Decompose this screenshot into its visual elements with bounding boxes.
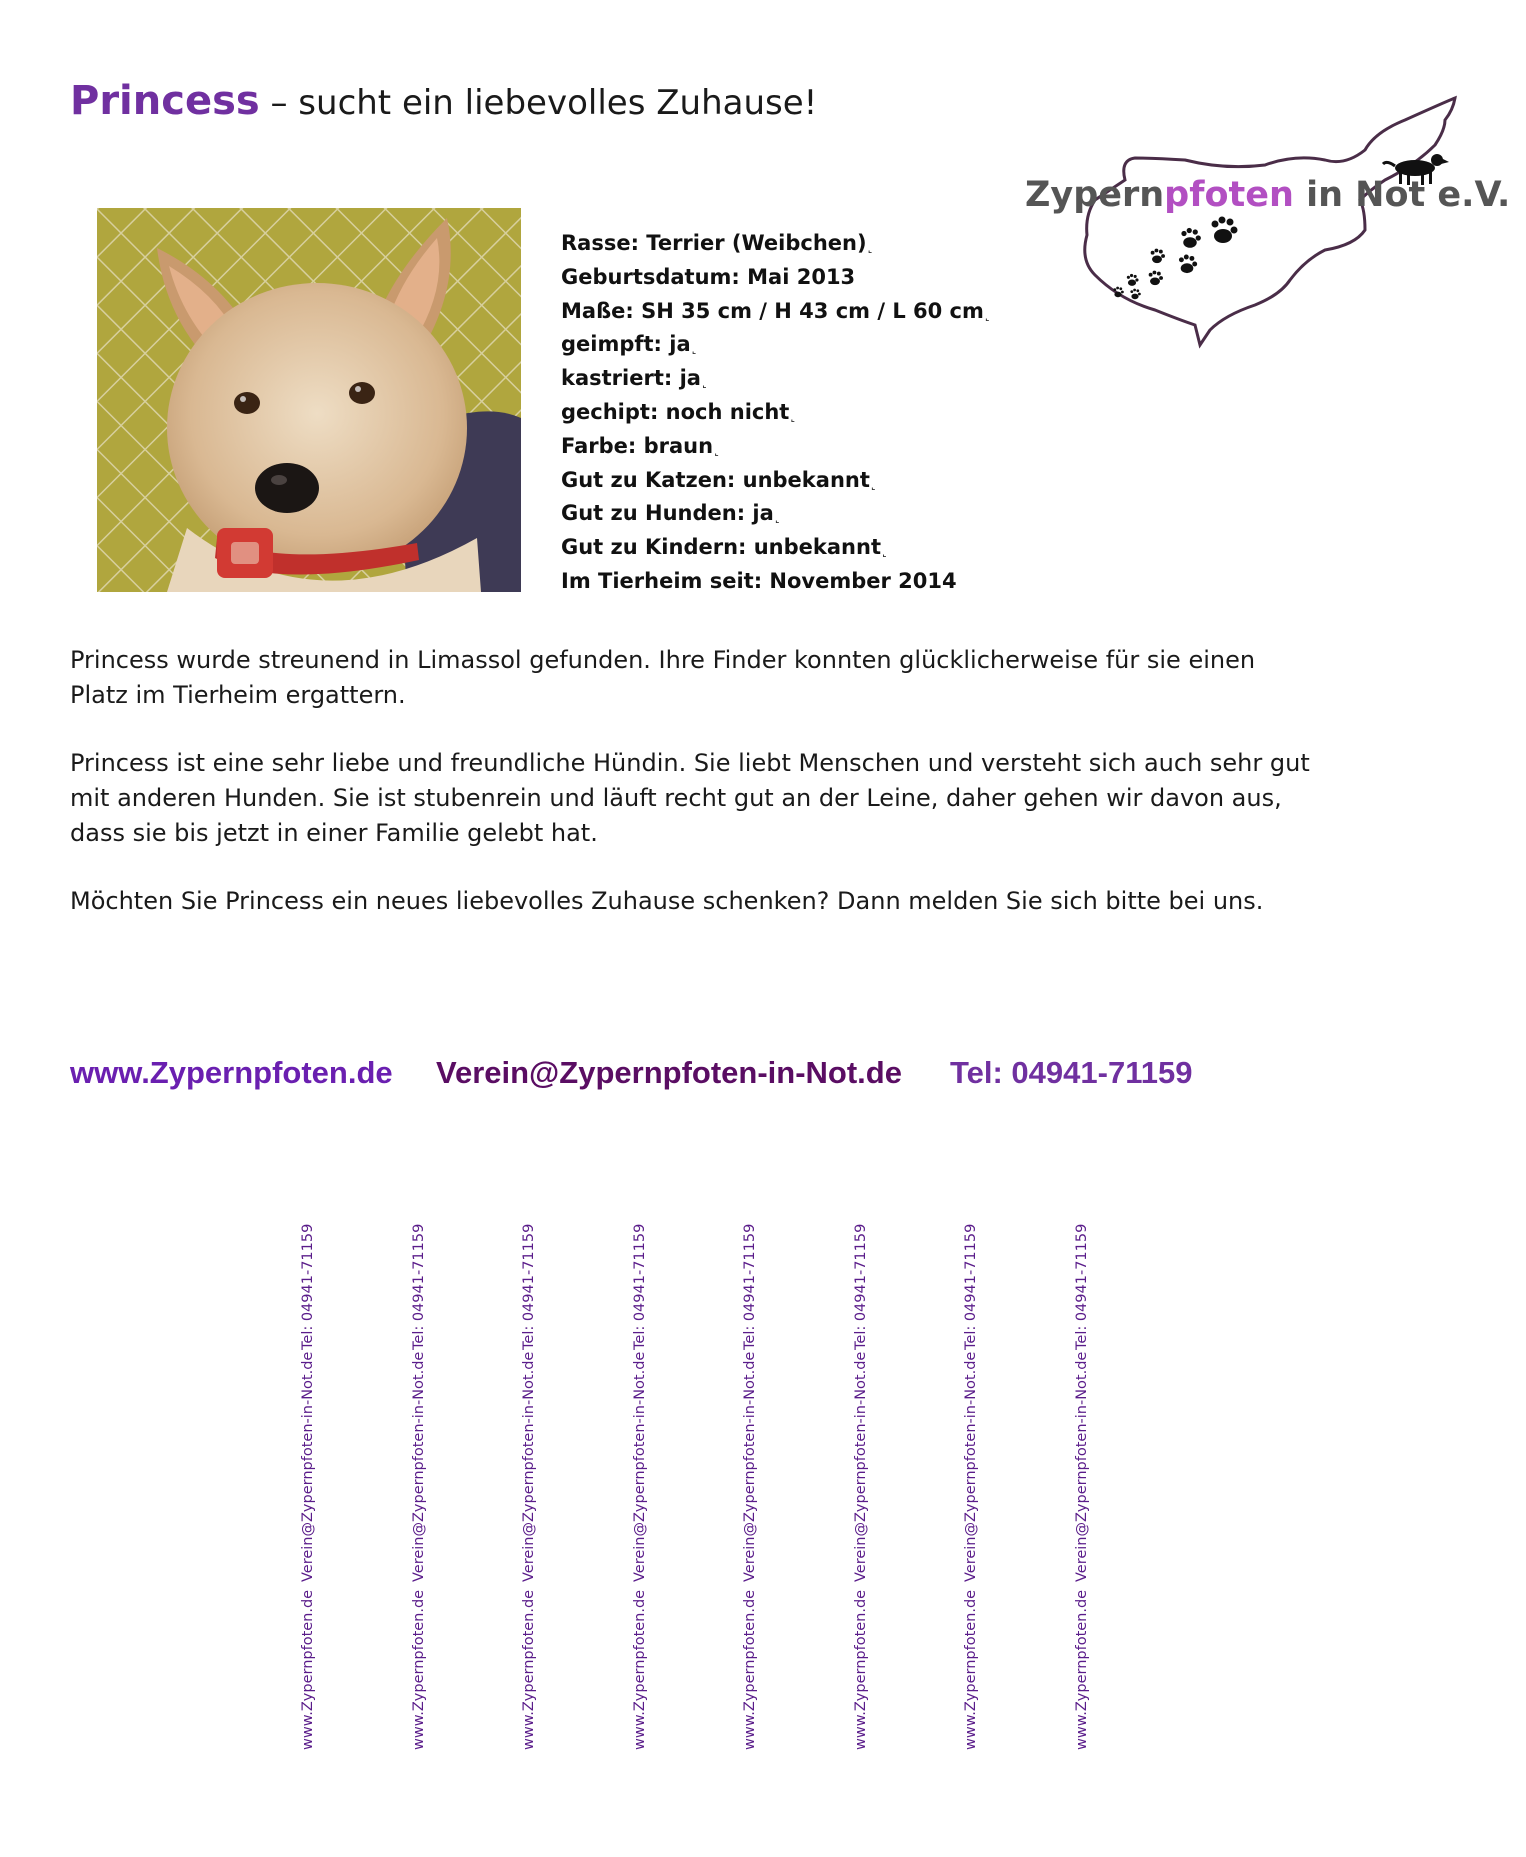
tear-off-strip[interactable] <box>963 1223 987 1750</box>
tear-off-phone: Tel: 04941-71159 <box>963 1223 979 1350</box>
tear-off-website: www.Zypernpfoten.de <box>521 1589 537 1750</box>
tear-off-email: Verein@Zypernpfoten-in-Not.de <box>631 1351 648 1582</box>
fact-vaccinated: geimpft: ja˻ <box>561 332 697 357</box>
paw-prints-icon <box>1113 217 1237 300</box>
description-paragraph-1: Princess wurde streunend in Limassol gefunden. Ihre Finder konnten glücklicherweise für sie einen Platz im Tierheim ergattern. <box>70 646 1256 709</box>
fact-dogs: Gut zu Hunden: ja˻ <box>561 501 780 526</box>
fact-neutered: kastriert: ja˻ <box>561 366 707 391</box>
tear-off-email: Verein@Zypernpfoten-in-Not.de <box>852 1351 869 1582</box>
dog-photo <box>97 208 521 592</box>
cyprus-outline-icon <box>1085 98 1455 345</box>
fact-birthdate: Geburtsdatum: Mai 2013 <box>561 264 856 289</box>
tear-off-strip[interactable] <box>631 1223 656 1750</box>
tear-off-website: www.Zypernpfoten.de <box>742 1589 758 1750</box>
tear-off-phone: Tel: 04941-71159 <box>410 1223 427 1350</box>
fact-chipped: gechipt: noch nicht˻ <box>561 399 796 424</box>
tear-off-phone: Tel: 04941-71159 <box>742 1223 758 1350</box>
tear-off-website: www.Zypernpfoten.de <box>1073 1589 1090 1750</box>
fact-shelter-since: Im Tierheim seit: November 2014 <box>561 568 957 593</box>
organization-logo <box>1025 90 1511 350</box>
tear-off-website: www.Zypernpfoten.de <box>852 1589 869 1750</box>
phone-number: Tel: 04941-71159 <box>950 1055 1193 1090</box>
tear-off-website: www.Zypernpfoten.de <box>300 1589 316 1750</box>
fact-color: Farbe: braun˻ <box>561 433 720 458</box>
tear-off-phone: Tel: 04941-71159 <box>631 1223 648 1350</box>
tear-off-phone: Tel: 04941-71159 <box>521 1223 537 1350</box>
tear-off-email: Verein@Zypernpfoten-in-Not.de <box>742 1351 758 1582</box>
tear-off-website: www.Zypernpfoten.de <box>631 1589 648 1750</box>
tear-off-strip[interactable] <box>521 1223 545 1750</box>
tear-off-website: www.Zypernpfoten.de <box>410 1589 427 1750</box>
tear-off-email: Verein@Zypernpfoten-in-Not.de <box>1073 1351 1090 1582</box>
dog-name: Princess <box>70 78 260 124</box>
logo-text: Zypernpfoten in Not e.V. <box>1025 175 1511 215</box>
tear-off-strip[interactable] <box>410 1223 435 1750</box>
fact-breed: Rasse: Terrier (Weibchen)˻ <box>561 231 873 255</box>
tear-off-phone: Tel: 04941-71159 <box>1073 1223 1090 1350</box>
tear-off-email: Verein@Zypernpfoten-in-Not.de <box>300 1351 316 1582</box>
tear-off-strip[interactable] <box>852 1223 877 1750</box>
description-paragraph-2: Princess ist eine sehr liebe und freundliche Hündin. Sie liebt Menschen und versteht sich auch sehr gut mit anderen Hunden. Sie ist stubenrein und läuft recht gut an der Leine, daher gehen wir davon aus, dass sie bis jetzt in einer Familie gelebt hat. <box>70 749 1310 847</box>
tear-off-website: www.Zypernpfoten.de <box>963 1589 979 1750</box>
tear-off-email: Verein@Zypernpfoten-in-Not.de <box>521 1351 537 1582</box>
tear-off-email: Verein@Zypernpfoten-in-Not.de <box>410 1351 427 1582</box>
description <box>70 643 1310 952</box>
fact-size: Maße: SH 35 cm / H 43 cm / L 60 cm˻ <box>561 298 990 323</box>
fact-cats: Gut zu Katzen: unbekannt˻ <box>561 467 876 492</box>
tear-off-phone: Tel: 04941-71159 <box>852 1223 869 1350</box>
tear-off-strip[interactable] <box>742 1223 766 1750</box>
facts-list <box>561 228 990 600</box>
description-paragraph-3: Möchten Sie Princess ein neues liebevolles Zuhause schenken? Dann melden Sie sich bitte bei uns. <box>70 887 1264 915</box>
tear-off-email: Verein@Zypernpfoten-in-Not.de <box>963 1351 979 1582</box>
website-link[interactable]: www.Zypernpfoten.de <box>70 1055 393 1090</box>
tear-off-strip[interactable] <box>1073 1223 1098 1750</box>
fact-children: Gut zu Kindern: unbekannt˻ <box>561 535 887 560</box>
tear-off-phone: Tel: 04941-71159 <box>300 1223 316 1350</box>
page-title <box>70 78 817 124</box>
email-link[interactable]: Verein@Zypernpfoten-in-Not.de <box>436 1055 902 1090</box>
title-subtitle: – sucht ein liebevolles Zuhause! <box>259 83 818 123</box>
contact-line <box>70 1055 1470 1099</box>
tear-off-strip[interactable] <box>300 1223 324 1750</box>
